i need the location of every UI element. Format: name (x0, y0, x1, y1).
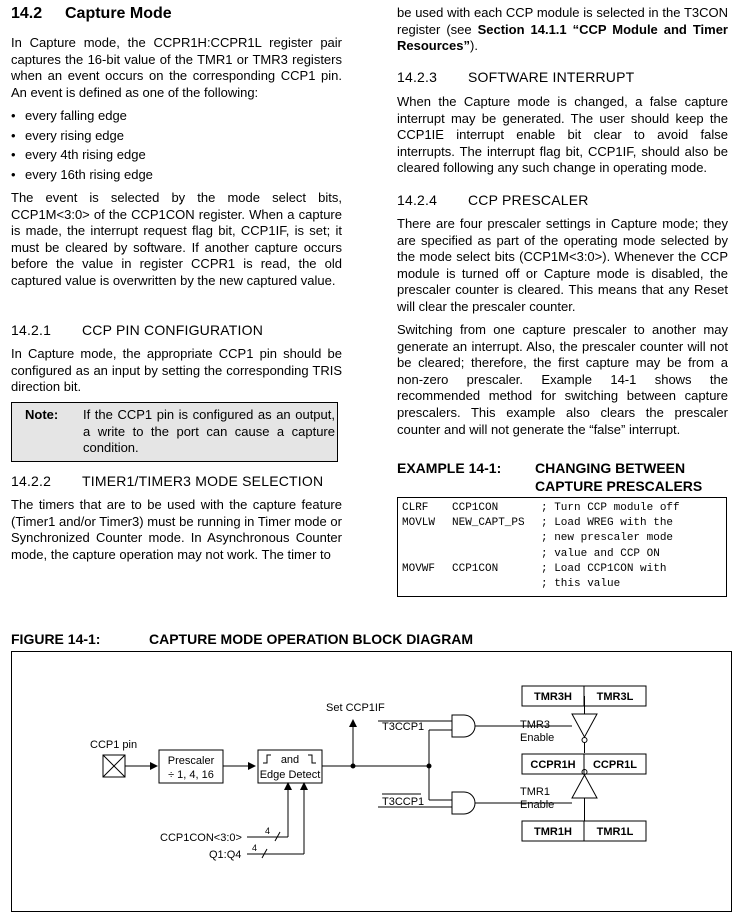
t3ccp1-bottom-label: T3CCP1 (382, 796, 425, 808)
code-line: MOVWF CCP1CON ; Load CCP1CON with (402, 562, 667, 575)
list-item: • every rising edge (11, 126, 153, 146)
example-title: CHANGING BETWEEN CAPTURE PRESCALERS (535, 460, 703, 494)
block-diagram-frame (11, 651, 732, 912)
list-item: • every 4th rising edge (11, 145, 153, 165)
subsection-heading-14-2-1: 14.2.1 CCP PIN CONFIGURATION (11, 322, 264, 338)
event-select-paragraph: The event is selected by the mode select bits, CCP1M<3:0> of the CCP1CON register. When a capture is made, the interrupt request flag bit, CCP1IF, is set; it must be cleared by software. If another capture occurs before the value in register CCPR1 is read, the old captured value is overwritten by the new captured value. (11, 190, 342, 288)
ccp1con-label: CCP1CON<3:0> (160, 832, 242, 844)
capture-intro-paragraph: In Capture mode, the CCPR1H:CCPR1L register pair captures the 16-bit value of the TMR1 or TMR3 registers when an event occurs on the corresponding CCP1 pin. An event is defined as one of the following: (11, 35, 342, 100)
bus-width-bottom: 4 (252, 843, 258, 853)
ccpr1h-register: CCPR1H (530, 759, 576, 771)
example-label: EXAMPLE 14-1: (397, 460, 502, 476)
code-line: MOVLW NEW_CAPT_PS ; Load WREG with the (402, 517, 674, 530)
and-gate-bottom (452, 792, 475, 814)
tmr3-enable-label-2: Enable (520, 732, 555, 744)
figure-title: CAPTURE MODE OPERATION BLOCK DIAGRAM (149, 631, 474, 647)
set-ccp1if-label: Set CCP1IF (326, 702, 385, 714)
tmr1h-register: TMR1H (534, 826, 572, 838)
timer-selection-paragraph: The timers that are to be used with the capture feature (Timer1 and/or Timer3) must be running in Timer mode or Synchronized Counter mode. In Asynchronous Counter mode, the capture operation may not work. The timer to (11, 497, 342, 562)
t3ccp1-top-label: T3CCP1 (382, 721, 425, 733)
capture-block-diagram (12, 652, 731, 911)
section-reference-link[interactable]: Section 14.1.1 “CCP Module and Timer Resources” (397, 21, 728, 54)
list-item: • every 16th rising edge (11, 165, 153, 185)
list-item: • every falling edge (11, 106, 153, 126)
ccp1-pin-label: CCP1 pin (90, 739, 138, 751)
event-bullet-list (11, 106, 153, 185)
bus-width-top: 4 (265, 826, 271, 836)
tmr1l-register: TMR1L (596, 826, 634, 838)
tmr3h-register: TMR3H (534, 691, 572, 703)
ccpr1l-register: CCPR1L (592, 759, 638, 771)
software-interrupt-paragraph: When the Capture mode is changed, a false capture interrupt may be generated. The user should keep the CCP1IE interrupt enable bit clear to avoid false interrupts. The interrupt flag bit, CCP1IF, should also be cleared following any such change in operating mode. (397, 94, 728, 176)
prescaler-label-1: Prescaler (167, 755, 215, 767)
and-gate-top (452, 715, 475, 737)
subsection-heading-14-2-3: 14.2.3 SOFTWARE INTERRUPT (397, 69, 635, 85)
edge-label-1: and (280, 754, 300, 766)
prescaler-paragraph-1: There are four prescaler settings in Capture mode; they are specified as part of the operating mode selected by the mode select bits (CCP1M<3:0>). Whenever the CCP module is turned off or Capture mode is disabled, the prescaler counter is cleared. This means that any Reset will clear the prescaler counter. (397, 216, 728, 314)
section-heading-14-2: 14.2 Capture Mode (11, 5, 172, 22)
note-label: Note: (25, 407, 59, 422)
figure-heading (11, 631, 473, 647)
code-example-box (397, 497, 727, 597)
tmr1-buffer (572, 775, 597, 798)
tmr3-enable-label-1: TMR3 (520, 719, 550, 731)
code-line: CLRF CCP1CON ; Turn CCP module off (402, 502, 680, 514)
figure-label: FIGURE 14-1: (11, 631, 101, 647)
tmr3-buffer (572, 714, 597, 737)
prescaler-paragraph-2: Switching from one capture prescaler to another may generate an interrupt. Also, the prescaler counter will not be cleared; therefore, the first capture may be from a non-zero prescaler. Example 14-1 shows the recommended method for switching between capture prescalers. This example also clears the prescaler counter and will not generate the “false” interrupt. (397, 322, 728, 437)
tmr1-enable-label-1: TMR1 (520, 786, 550, 798)
note-box (11, 402, 338, 462)
pin-config-paragraph: In Capture mode, the appropriate CCP1 pin should be configured as an input by setting the corresponding TRIS direction bit. (11, 346, 342, 395)
prescaler-label-2: ÷ 1, 4, 16 (168, 769, 214, 781)
tmr3l-register: TMR3L (596, 691, 634, 703)
tmr1-enable-label-2: Enable (520, 799, 555, 811)
subsection-heading-14-2-2: 14.2.2 TIMER1/TIMER3 MODE SELECTION (11, 473, 324, 489)
note-text: If the CCP1 pin is configured as an output, a write to the port can cause a capture condition. (83, 407, 335, 456)
example-heading (397, 459, 725, 495)
q1q4-label: Q1:Q4 (209, 849, 242, 861)
code-line: ; new prescaler mode (541, 532, 674, 545)
continued-paragraph: be used with each CCP module is selected in the T3CON register (see Section 14.1.1 “CCP Module and Timer Resources”). (397, 5, 728, 54)
subsection-heading-14-2-4: 14.2.4 CCP PRESCALER (397, 192, 589, 208)
code-line: ; this value (541, 578, 621, 591)
code-line: ; value and CCP ON (541, 547, 660, 560)
edge-label-2: Edge Detect (259, 769, 321, 781)
